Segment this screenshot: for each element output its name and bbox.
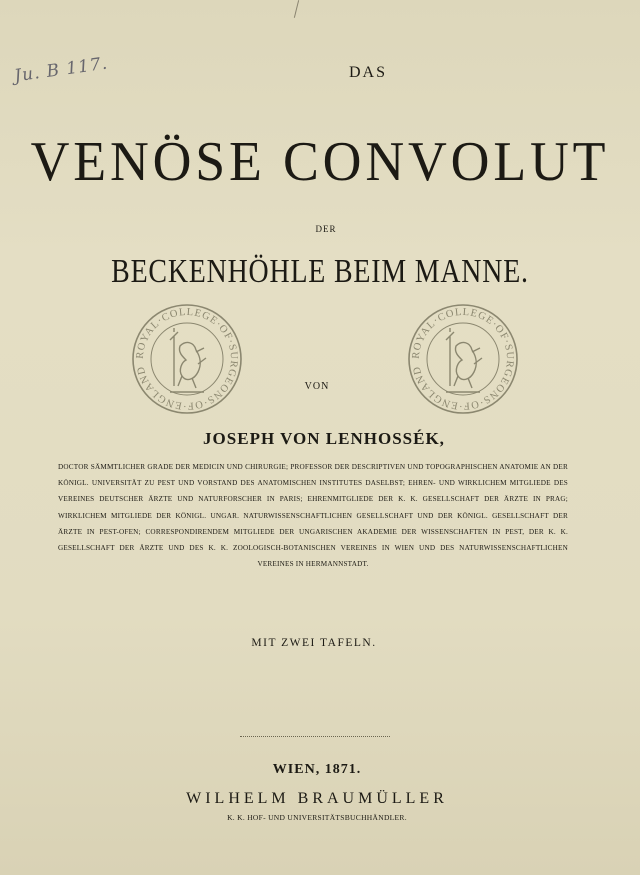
paper-mark bbox=[294, 0, 299, 18]
handwritten-shelfmark: Ju. B 117. bbox=[13, 53, 110, 87]
publisher-title: K. K. HOF- UND UNIVERSITÄTSBUCHHÄNDLER. bbox=[227, 813, 407, 822]
library-stamp-left bbox=[130, 302, 244, 416]
divider-rule bbox=[240, 736, 390, 737]
main-title: VENÖSE CONVOLUT bbox=[30, 131, 610, 193]
plates-note: MIT ZWEI TAFELN. bbox=[251, 637, 377, 649]
heraldic-lion-icon bbox=[446, 328, 482, 392]
stamp-legend: ROYAL·COLLEGE·OF·SURGEONS·OF·ENGLAND bbox=[410, 306, 516, 412]
library-stamp-right bbox=[406, 302, 520, 416]
publisher-name: WILHELM BRAUMÜLLER bbox=[186, 790, 448, 807]
author-credentials: DOCTOR SÄMMTLICHER GRADE DER MEDICIN UND CHIRURGIE; PROFESSOR DER DESCRIPTIVEN UND TOPOGRAPHISCHEN ANATOMIE AN DER KÖNIGL. UNIVERSITÄT ZU PEST UND VORSTAND DES ANATOMISCHEN INSTITUTES DASELBST; EHREN- UND WIRKLICHEM MITGLIEDE DES VEREINES DEUTSCHER ÄRZTE UND NATURFORSCHER IN PARIS; EHRENMITGLIEDE DER K. K. GESELLSCHAFT DER ÄRZTE IN PRAG; WIRKLICHEM MITGLIEDE DER KÖNIGL. UNGAR. NATURWISSENSCHAFTLICHEN GESELLSCHAFT UND DER KÖNIGL. GESELLSCHAFT DER ÄRZTE IN PEST-OFEN; CORRESPONDIRENDEM MITGLIEDE DER UNGARISCHEN AKADEMIE DER WISSENSCHAFTEN IN PEST, DER K. K. GESELLSCHAFT DER ÄRZTE UND DES K. K. ZOOLOGISCH-BOTANISCHEN VEREINES IN WIEN UND DES NATURWISSENSCHAFTLICHEN VEREINES IN HERMANNSTADT. bbox=[58, 463, 568, 569]
subtitle: BECKENHÖHLE BEIM MANNE. bbox=[111, 253, 529, 290]
title-connector: DER bbox=[315, 224, 337, 234]
author-name: JOSEPH VON LENHOSSÉK, bbox=[203, 429, 445, 448]
title-prefix: DAS bbox=[348, 64, 387, 81]
by-line: VON bbox=[304, 381, 330, 392]
place-and-year: WIEN, 1871. bbox=[272, 762, 362, 777]
stamp-legend: ROYAL·COLLEGE·OF·SURGEONS·OF·ENGLAND bbox=[134, 306, 240, 412]
